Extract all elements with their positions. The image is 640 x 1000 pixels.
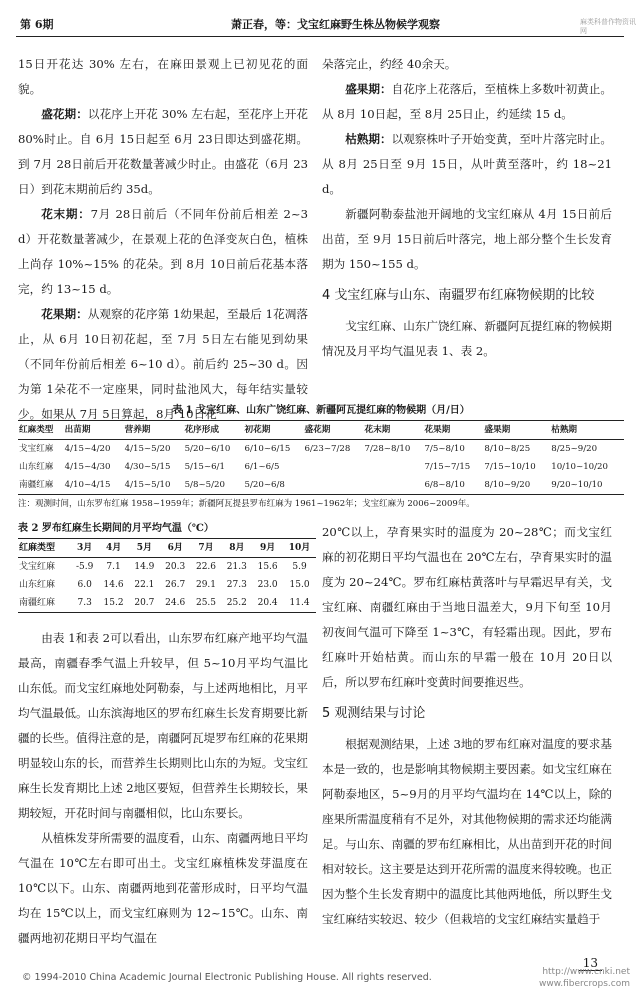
table-row: [18, 458, 624, 476]
column-header: 枯熟期: [550, 421, 624, 440]
column-header: 营养期: [124, 421, 184, 440]
issue-number: 第 6期: [20, 18, 54, 31]
table-cell: 21.3: [226, 562, 247, 572]
table-cell: 27.3: [226, 580, 247, 590]
table-cell: 29.1: [195, 580, 217, 590]
paragraph-text: 自花序上花落后，至植株上多数叶初黄止。从 8月 10日起，至 8月 25日止，约延续 15 d。: [322, 82, 612, 121]
footer-url[interactable]: http://www.cnki.net: [542, 967, 630, 977]
table-cell: 4/30~5/15: [124, 462, 171, 472]
page-header: [16, 6, 624, 37]
section-4-intro: 戈宝红麻、山东广饶红麻、新疆阿瓦提红麻的物候期情况及月平均气温见表 1、表 2。: [322, 319, 612, 358]
table-cell: 4/15~5/10: [124, 476, 184, 495]
term-label: 盛果期：: [345, 82, 392, 96]
column-header: 盛花期: [304, 421, 364, 440]
footer-site: [510, 966, 630, 990]
table-row: [18, 594, 316, 613]
paragraph: [322, 77, 612, 127]
paragraph: [322, 127, 612, 202]
table-cell: 15.2: [98, 594, 129, 613]
paragraph: [18, 102, 308, 202]
running-title: 萧正春，等：戈宝红麻野生株丛物候学观察: [231, 18, 440, 31]
table-cell: 4/15~4/20: [64, 444, 111, 454]
column-header: 花末期: [363, 421, 423, 440]
table-1-note: 注：观测时间，山东罗布红麻 1958~1959年；新疆阿瓦提县罗布红麻为 1961~1962年；戈宝红麻为 2006~2009年。: [18, 499, 475, 509]
table-cell: 6/8~8/10: [423, 476, 483, 495]
column-header: 初花期: [244, 421, 304, 440]
table-cell: 南疆红麻: [18, 594, 71, 613]
table-cell: 4/15~4/30: [64, 462, 111, 472]
table-1-caption: 表 1 戈宝红麻、山东广饶红麻、新疆阿瓦提红麻的物候期（月/日）: [172, 405, 470, 416]
paragraph-text: 7月 28日前后（不同年份前后相差 2~3 d）开花数量著减少，在景观上花的色泽变灰白色，植株上尚存 10%~15% 的花朵。到 8月 10日前后花基本落完，约 13~15 d。: [18, 207, 308, 296]
paragraph-text: 从观察的花序第 1幼果起，至最后 1花凋落止，从 6月 10日初花起，至 7月 5日左右能见到幼果（不同年份前后相差 6~10 d）。前后约 25~30 d。因为第 1朵花不一定座果，同时盐池风大，每年结实量较少。如果从 7月 5日算起，8月 10日花: [18, 307, 308, 421]
table-cell: 7/5~8/10: [424, 444, 465, 454]
table-cell: 6/23~7/28: [304, 444, 351, 454]
table-cell: -5.9: [75, 562, 94, 572]
table-cell: 8/10~8/25: [484, 444, 531, 454]
paragraph-text: 以花序上开花 30% 左右起，至花序上开花 80%时止。自 6月 15日起至 6月 23日即达到盛花期。到 7月 28日前后开花数量著减少时止。由盛花（6月 23日）到花末期前后约 35d。: [18, 107, 308, 196]
table-cell: 23.0: [257, 580, 278, 590]
table-cell: 5/8~5/20: [184, 476, 244, 495]
table-cell: 14.6: [103, 580, 124, 590]
table-2-grid: [18, 538, 316, 613]
table-cell: 20.7: [129, 594, 160, 613]
table-cell: 9/20~10/10: [550, 476, 624, 495]
table-cell: 戈宝红麻: [19, 444, 54, 454]
table-cell: 15.0: [289, 580, 310, 590]
table-row: [18, 558, 316, 577]
column-header: 10月: [283, 539, 316, 558]
column-header: 红麻类型: [18, 539, 71, 558]
table-cell: 8/10~9/20: [483, 476, 550, 495]
paragraph: 20℃以上，孕育果实时的温度为 20~28℃；而戈宝红麻的初花期日平均气温也在 20℃左右，孕育果实时的温度为 20~24℃。罗布红麻枯黄落叶与早霜迟早有关，戈宝红麻、南疆红麻由于当地日温差大，9月下旬至 10月初夜间气温可下降至 1~3℃，有轻霜出现。因此，罗布红麻叶开始枯黄。而山东的早霜一般在 10月 20日以后，所以罗布红麻叶变黄时间要推迟些。: [322, 525, 612, 689]
table-cell: [304, 458, 364, 476]
column-header: 8月: [221, 539, 252, 558]
table-cell: 11.4: [283, 594, 316, 613]
column-header: 7月: [191, 539, 222, 558]
table-cell: 20.3: [165, 562, 186, 572]
term-label: 枯熟期：: [345, 132, 392, 146]
watermark-text: 麻类科普作物资讯网: [580, 18, 636, 35]
column-header: 出苗期: [64, 421, 124, 440]
term-label: 盛花期：: [41, 107, 88, 121]
table-row: [18, 576, 316, 594]
paragraph: [18, 52, 308, 102]
paragraph-text: 15日开花达 30% 左右，在麻田景观上已初见花的面貌。: [18, 57, 308, 96]
column-header: 4月: [98, 539, 129, 558]
table-2-caption: 表 2 罗布红麻生长期间的月平均气温（℃）: [18, 523, 214, 534]
column-header: 花果期: [423, 421, 483, 440]
copyright-footer: © 1994-2010 China Academic Journal Electronic Publishing House. All rights reserved.: [22, 972, 432, 983]
table-cell: 25.2: [221, 594, 252, 613]
table-cell: 戈宝红麻: [19, 562, 56, 572]
table-cell: 22.6: [195, 562, 217, 572]
table-cell: 10/10~10/20: [551, 462, 608, 472]
column-header: 9月: [252, 539, 283, 558]
column-header: 6月: [160, 539, 191, 558]
column-header: 花序形成: [184, 421, 244, 440]
right-column-top: [322, 52, 612, 364]
column-header: 盛果期: [483, 421, 550, 440]
paragraph: 从植株发芽所需要的温度看，山东、南疆两地日平均气温在 10℃左右即可出土。戈宝红麻植株发芽温度在 10℃以下。山东、南疆两地到花蕾形成时，日平均气温均在 15℃以上，而戈宝红麻则为 12~15℃。山东、南疆两地初花期日平均气温在: [18, 831, 308, 945]
column-header: 红麻类型: [18, 421, 64, 440]
table-cell: 14.9: [134, 562, 155, 572]
table-cell: 7.1: [106, 562, 121, 572]
table-cell: 5/15~6/1: [184, 462, 225, 472]
table-cell: 山东红麻: [19, 580, 56, 590]
column-header: 5月: [129, 539, 160, 558]
table-header-row: [18, 539, 316, 558]
term-label: 花果期：: [41, 307, 88, 321]
table-cell: 南疆红麻: [18, 476, 64, 495]
left-column-bottom: [18, 626, 308, 951]
paragraph-text: 朵落完止，约经 40余天。: [322, 57, 457, 71]
table-cell: 7.3: [71, 594, 98, 613]
paragraph: 由表 1和表 2可以看出，山东罗布红麻产地平均气温最高，南疆春季气温上升较早，但 5~10月平均气温比山东低。而戈宝红麻地处阿勒泰，与上述两地相比，月平均气温最低。山东滨海地区的罗布红麻生长发育期要比新疆的长些。值得注意的是，南疆阿瓦堤罗布红麻的花果期明显较山东的长，而营养生长期则比山东的为短。戈宝红麻生长发育期比上述 2地区要短，但营养生长期较长，果期较短，开花时间与南疆相似，比山东要长。: [18, 631, 308, 820]
table-cell: 26.7: [165, 580, 186, 590]
table-cell: 7/15~10/10: [484, 462, 536, 472]
table-cell: 7/28~8/10: [364, 444, 411, 454]
paragraph: [322, 52, 612, 77]
table-row: [18, 476, 624, 495]
paragraph-text: 新疆阿勒泰盐池开阔地的戈宝红麻从 4月 15日前后出苗，至 9月 15日前后叶落完，地上部分整个生长发育期为 150~155 d。: [322, 207, 612, 271]
table-cell: 24.6: [160, 594, 191, 613]
table-cell: 20.4: [252, 594, 283, 613]
table-cell: 5.9: [292, 562, 307, 572]
table-cell: 22.1: [134, 580, 155, 590]
paragraph: [322, 202, 612, 277]
left-column-top: [18, 52, 308, 427]
section-5-body: 根据观测结果，上述 3地的罗布红麻对温度的要求基本是一致的，也是影响其物候期主要因素。如戈宝红麻在阿勒泰地区，5~9月的月平均气温均在 14℃以上，除的座果所需温度稍有不足外，对其他物候期的需求还均能满足。与山东、南疆的罗布红麻相比，从出苗到开花的时间相对较长。这主要是达到开花所需的温度来得较晚。也正因为整个生长发育期中的温度比其他两地低，所以野生戈宝红麻结实较迟、较少（但栽培的戈宝红麻结实量趋于: [322, 737, 612, 926]
paragraph-text: 以观察株叶子开始变黄，至叶片落完时止。从 8月 25日至 9月 15日，从叶黄至落叶，约 18~21 d。: [322, 132, 612, 196]
table-cell: [363, 476, 423, 495]
term-label: 花末期：: [41, 207, 91, 221]
table-cell: 5/20~6/10: [184, 444, 231, 454]
paragraph: [18, 202, 308, 302]
table-cell: 7/15~7/15: [424, 462, 471, 472]
table-cell: 25.5: [191, 594, 222, 613]
column-header: 3月: [71, 539, 98, 558]
section-5-heading: 5 观测结果与讨论: [322, 706, 426, 721]
table-cell: 5/20~6/8: [244, 476, 304, 495]
table-cell: 4/15~5/20: [124, 444, 171, 454]
table-header-row: [18, 421, 624, 440]
footer-url-2[interactable]: www.fibercrops.com: [539, 979, 630, 989]
table-cell: 15.6: [257, 562, 278, 572]
table-2: [18, 522, 316, 613]
table-cell: 8/25~9/20: [551, 444, 598, 454]
table-cell: 6.0: [77, 580, 92, 590]
table-1: [18, 404, 624, 511]
table-cell: 山东红麻: [19, 462, 54, 472]
table-cell: 6/1~6/5: [244, 462, 280, 472]
table-cell: 4/10~4/15: [64, 476, 124, 495]
table-cell: [304, 476, 364, 495]
table-1-grid: [18, 420, 624, 495]
table-cell: 6/10~6/15: [244, 444, 291, 454]
table-cell: [363, 458, 423, 476]
right-column-bottom: [322, 520, 612, 932]
table-row: [18, 440, 624, 459]
page-number: 13: [579, 956, 602, 971]
section-4-heading: 4 戈宝红麻与山东、南疆罗布红麻物候期的比较: [322, 288, 595, 303]
